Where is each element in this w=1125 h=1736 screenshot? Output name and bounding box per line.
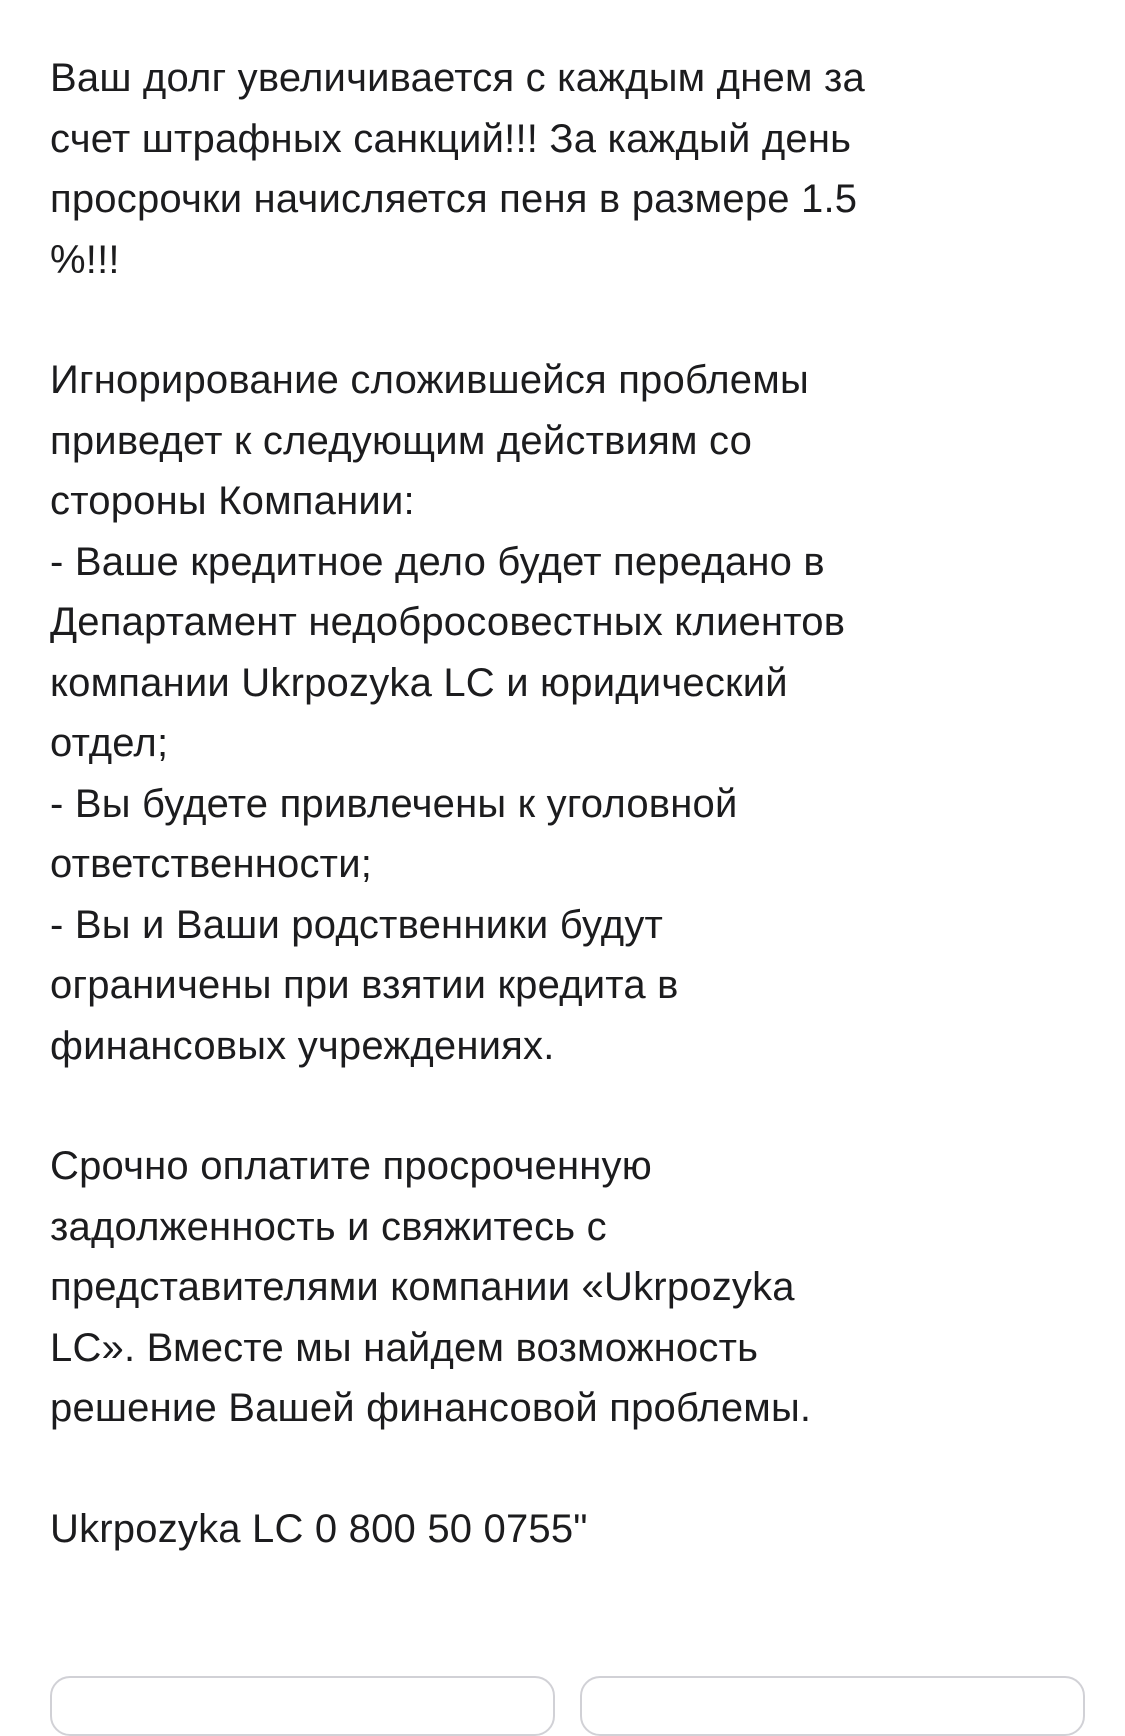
message-line: стороны Компании: (50, 479, 415, 523)
message-line: отдел; (50, 721, 169, 765)
message-line: ограничены при взятии кредита в (50, 963, 679, 1007)
message-line: задолженность и свяжитесь с (50, 1204, 607, 1249)
bottom-action-bar (0, 1676, 1125, 1716)
message-line: финансовых учреждениях. (50, 1023, 555, 1068)
message-line: просрочки начисляется пеня в размере 1.5 (50, 177, 858, 221)
message-line: счет штрафных санкций!!! За каждый день (50, 116, 852, 161)
message-line: LC». Вместе мы найдем возможность (50, 1325, 759, 1370)
message-line: %!!! (50, 237, 120, 282)
paragraph-call-to-action (50, 1136, 1080, 1439)
paragraph-signature (50, 1499, 1080, 1560)
message-line: приведет к следующим действиям со (50, 418, 753, 463)
message-line: Департамент недобросовестных клиентов (50, 600, 846, 644)
right-action-button[interactable] (580, 1676, 1085, 1736)
message-body (50, 48, 1080, 1619)
paragraph-penalty (50, 48, 1080, 290)
message-line: Срочно оплатите просроченную (50, 1144, 652, 1188)
message-line: Ваш долг увеличивается с каждым днем за (50, 56, 865, 100)
paragraph-consequences (50, 350, 1080, 1076)
message-line: представителями компании «Ukrpozyka (50, 1265, 795, 1309)
message-line: - Ваше кредитное дело будет передано в (50, 539, 825, 584)
left-action-button[interactable] (50, 1676, 555, 1736)
signature-line: Ukrpozyka LC 0 800 50 0755" (50, 1506, 588, 1551)
message-line: решение Вашей финансовой проблемы. (50, 1386, 812, 1430)
message-line: Игнорирование сложившейся проблемы (50, 358, 809, 402)
message-line: - Вы будете привлечены к уголовной (50, 781, 738, 826)
message-line: ответственности; (50, 842, 373, 886)
message-line: компании Ukrpozyka LC и юридический (50, 660, 788, 705)
message-line: - Вы и Ваши родственники будут (50, 902, 664, 947)
